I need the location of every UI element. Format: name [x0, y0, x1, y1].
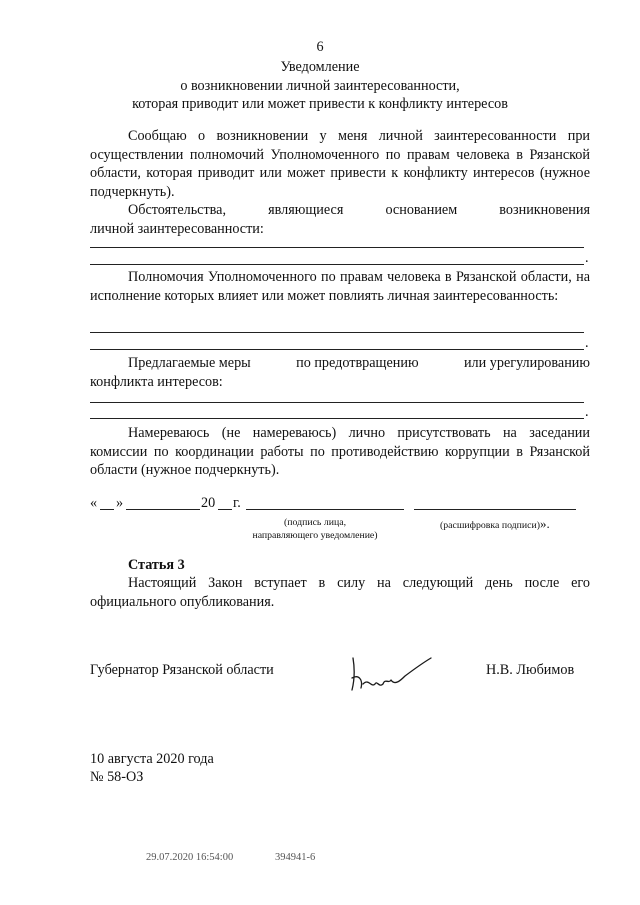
line-dot: . — [585, 404, 589, 420]
fill-line — [90, 332, 584, 333]
caption-end-mark: ». — [540, 516, 550, 531]
article-heading: Статья 3 — [128, 557, 185, 573]
fill-line — [90, 264, 584, 265]
paragraph-powers: Полномочия Уполномоченного по правам человека в Рязанской области, на исполнение которых влияет или может повлиять личная заинтересованность: — [90, 269, 590, 304]
title-line-1: Уведомление — [280, 59, 360, 75]
governor-name: Н.В. Любимов — [486, 662, 575, 678]
handwritten-signature — [345, 650, 440, 695]
footer-doc-code: 394941-6 — [275, 852, 316, 863]
fill-line — [90, 247, 584, 248]
governor-position: Губернатор Рязанской области — [90, 662, 274, 678]
measures-phrase-1: Предлагаемые меры — [128, 355, 251, 371]
name-decoding-blank — [414, 509, 576, 510]
circumstances-word-4: возникновения — [499, 202, 590, 218]
circumstances-word-2: являющиеся — [268, 202, 344, 218]
caption-signature-line-1: (подпись лица, — [283, 517, 347, 528]
title-line-3: которая приводит или может привести к конфликту интересов — [132, 96, 508, 112]
page-number: 6 — [316, 39, 324, 55]
fill-line — [90, 349, 584, 350]
measures-phrase-2: по предотвращению — [296, 355, 419, 371]
date-day-blank — [100, 509, 114, 510]
caption-signature — [240, 516, 390, 542]
date-year-blank — [218, 509, 232, 510]
article-text: Настоящий Закон вступает в силу на следующий день после его официального опубликования. — [90, 575, 590, 610]
measures-tail: конфликта интересов: — [90, 373, 223, 390]
date-month-blank — [126, 509, 200, 510]
circumstances-word-1: Обстоятельства, — [128, 202, 227, 218]
caption-decoding-text: (расшифровка подписи) — [440, 520, 541, 531]
fill-line — [90, 418, 584, 419]
paragraph-report: Сообщаю о возникновении у меня личной заинтересованности при осуществлении полномочий Уполномоченного по правам человека в Рязанской области, которая приводит или может привести к конфликту интересов (нужное подчеркнуть). — [90, 128, 590, 200]
date-year-suffix: г. — [233, 495, 241, 511]
date-signature-line — [90, 494, 610, 514]
date-quote-close: » — [116, 495, 124, 511]
caption-signature-line-2: направляющего уведомление) — [252, 530, 378, 541]
circumstances-first-line — [90, 201, 590, 220]
law-number: № 58-ОЗ — [90, 769, 144, 785]
circumstances-tail: личной заинтересованности: — [90, 220, 264, 237]
title-line-2: о возникновении личной заинтересованности, — [180, 77, 460, 94]
circumstances-word-3: основанием — [385, 202, 458, 218]
line-dot: . — [585, 250, 589, 266]
notice-title — [0, 58, 640, 114]
signature-blank — [246, 509, 404, 510]
measures-phrase-3: или урегулированию — [463, 355, 590, 371]
measures-first-line — [90, 354, 590, 373]
caption-decoding — [440, 516, 550, 532]
paragraph-circumstances — [90, 201, 590, 238]
paragraph-measures — [90, 354, 590, 391]
fill-line — [90, 402, 584, 403]
date-year-prefix: 20 — [201, 495, 216, 511]
footer-timestamp: 29.07.2020 16:54:00 — [146, 852, 234, 863]
line-dot: . — [585, 335, 589, 351]
date-quote-open: « — [90, 495, 98, 511]
law-date: 10 августа 2020 года — [90, 751, 214, 767]
paragraph-attendance: Намереваюсь (не намереваюсь) лично присутствовать на заседании комиссии по координации работы по противодействию коррупции в Рязанской области (нужное подчеркнуть). — [90, 425, 590, 478]
